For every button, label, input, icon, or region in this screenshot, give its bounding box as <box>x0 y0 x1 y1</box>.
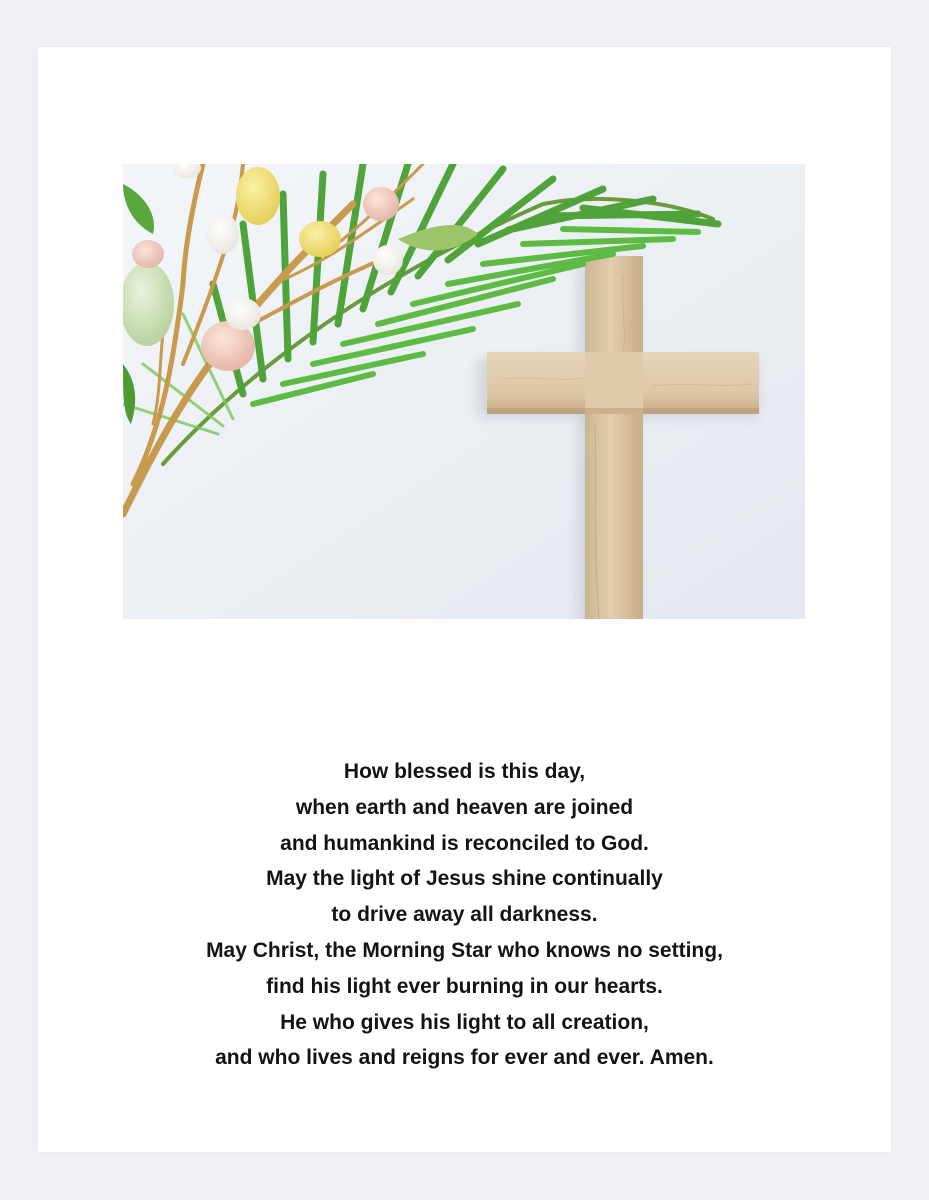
easter-cross-photo <box>123 164 805 619</box>
prayer-line: to drive away all darkness. <box>331 903 598 927</box>
cross-palm-illustration <box>123 164 805 619</box>
prayer-line: find his light ever burning in our hearts. <box>266 974 663 998</box>
prayer-line: May the light of Jesus shine continually <box>266 867 663 891</box>
prayer-line: and humankind is reconciled to God. <box>280 831 649 855</box>
prayer-line: How blessed is this day, <box>343 760 586 783</box>
prayer-line: when earth and heaven are joined <box>295 795 634 819</box>
prayer-text <box>38 754 891 1076</box>
document-page <box>38 47 891 1152</box>
prayer-line: and who lives and reigns for ever and ever. Amen. <box>215 1046 714 1070</box>
prayer-line: May Christ, the Morning Star who knows no setting, <box>206 938 723 962</box>
prayer-line: He who gives his light to all creation, <box>280 1010 649 1034</box>
